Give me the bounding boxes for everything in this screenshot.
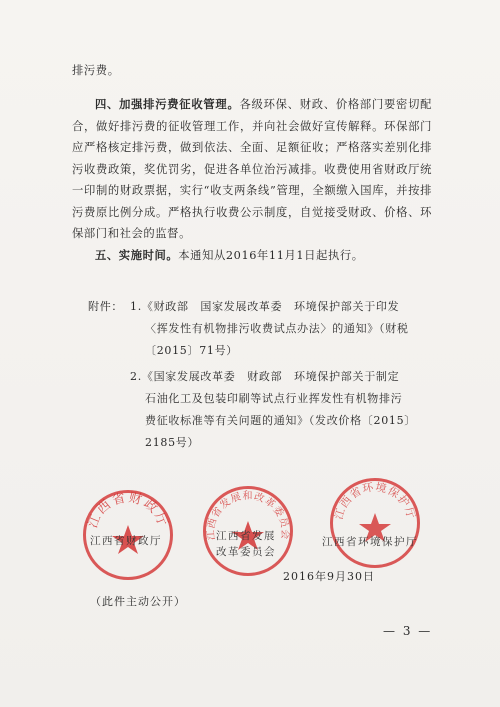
section-five-body: 本通知从2016年11月1日起执行。 (178, 249, 364, 262)
svg-text:江西省发展和改革委员会: 江西省发展和改革委员会 (205, 490, 291, 541)
signatory-ndrc-line-1: 江西省发展 (216, 530, 276, 542)
attachment-1-line-1: 1.《财政部 国家发展改革委 环境保护部关于印发 (130, 300, 400, 313)
page-number: — 3 — (383, 624, 433, 638)
attachment-2-line-4: 2185号） (145, 436, 200, 449)
paragraph-tail (72, 60, 432, 82)
signatory-environment: 江西省环境保护厅 (322, 536, 418, 548)
environment-seal-graphic (330, 478, 420, 568)
environmental-protection-seal (330, 478, 420, 568)
section-four (72, 94, 432, 245)
disclosure-note: （此件主动公开） (90, 595, 186, 608)
issue-date: 2016年9月30日 (283, 570, 375, 583)
attachment-2-line-2: 石油化工及包装印刷等试点行业挥发性有机物排污 (145, 392, 403, 405)
signatory-ndrc-line-2: 改革委员会 (216, 546, 276, 558)
attachment-1-line-2: 〈挥发性有机物排污收费试点办法〉的通知》（财税 (145, 322, 409, 335)
attachment-2-line-1: 2.《国家发展改革委 财政部 环境保护部关于制定 (130, 370, 400, 383)
attachment-2-line-3: 费征收标准等有关问题的通知》（发改价格〔2015〕 (145, 414, 416, 427)
attachment-1-line-3: 〔2015〕71号） (145, 344, 238, 357)
section-four-heading: 四、加强排污费征收管理。 (95, 97, 240, 111)
attachments-label: 附件： (88, 300, 124, 313)
section-five (72, 245, 432, 267)
svg-text:江西省财政厅: 江西省财政厅 (85, 490, 171, 531)
section-four-body: 各级环保、财政、价格部门要密切配合，做好排污费的征收管理工作，并向社会做好宣传解释。环保部门应严格核定排污费，做到依法、全面、足额征收；严格落实差别化排污收费政策，奖优罚劣，促进各单位治污减排。收费使用省财政厅统一印制的财政票据，实行“收支两条线”管理，全额缴入国库，并按排污费原比例分成。严格执行收费公示制度，自觉接受财政、价格、环保部门和社会的监督。 (72, 98, 433, 240)
signatory-finance: 江西省财政厅 (90, 535, 162, 547)
section-five-heading: 五、实施时间。 (95, 248, 179, 262)
paragraph-tail-text: 排污费。 (72, 64, 120, 77)
svg-text:江西省环境保护厅: 江西省环境保护厅 (332, 480, 418, 521)
